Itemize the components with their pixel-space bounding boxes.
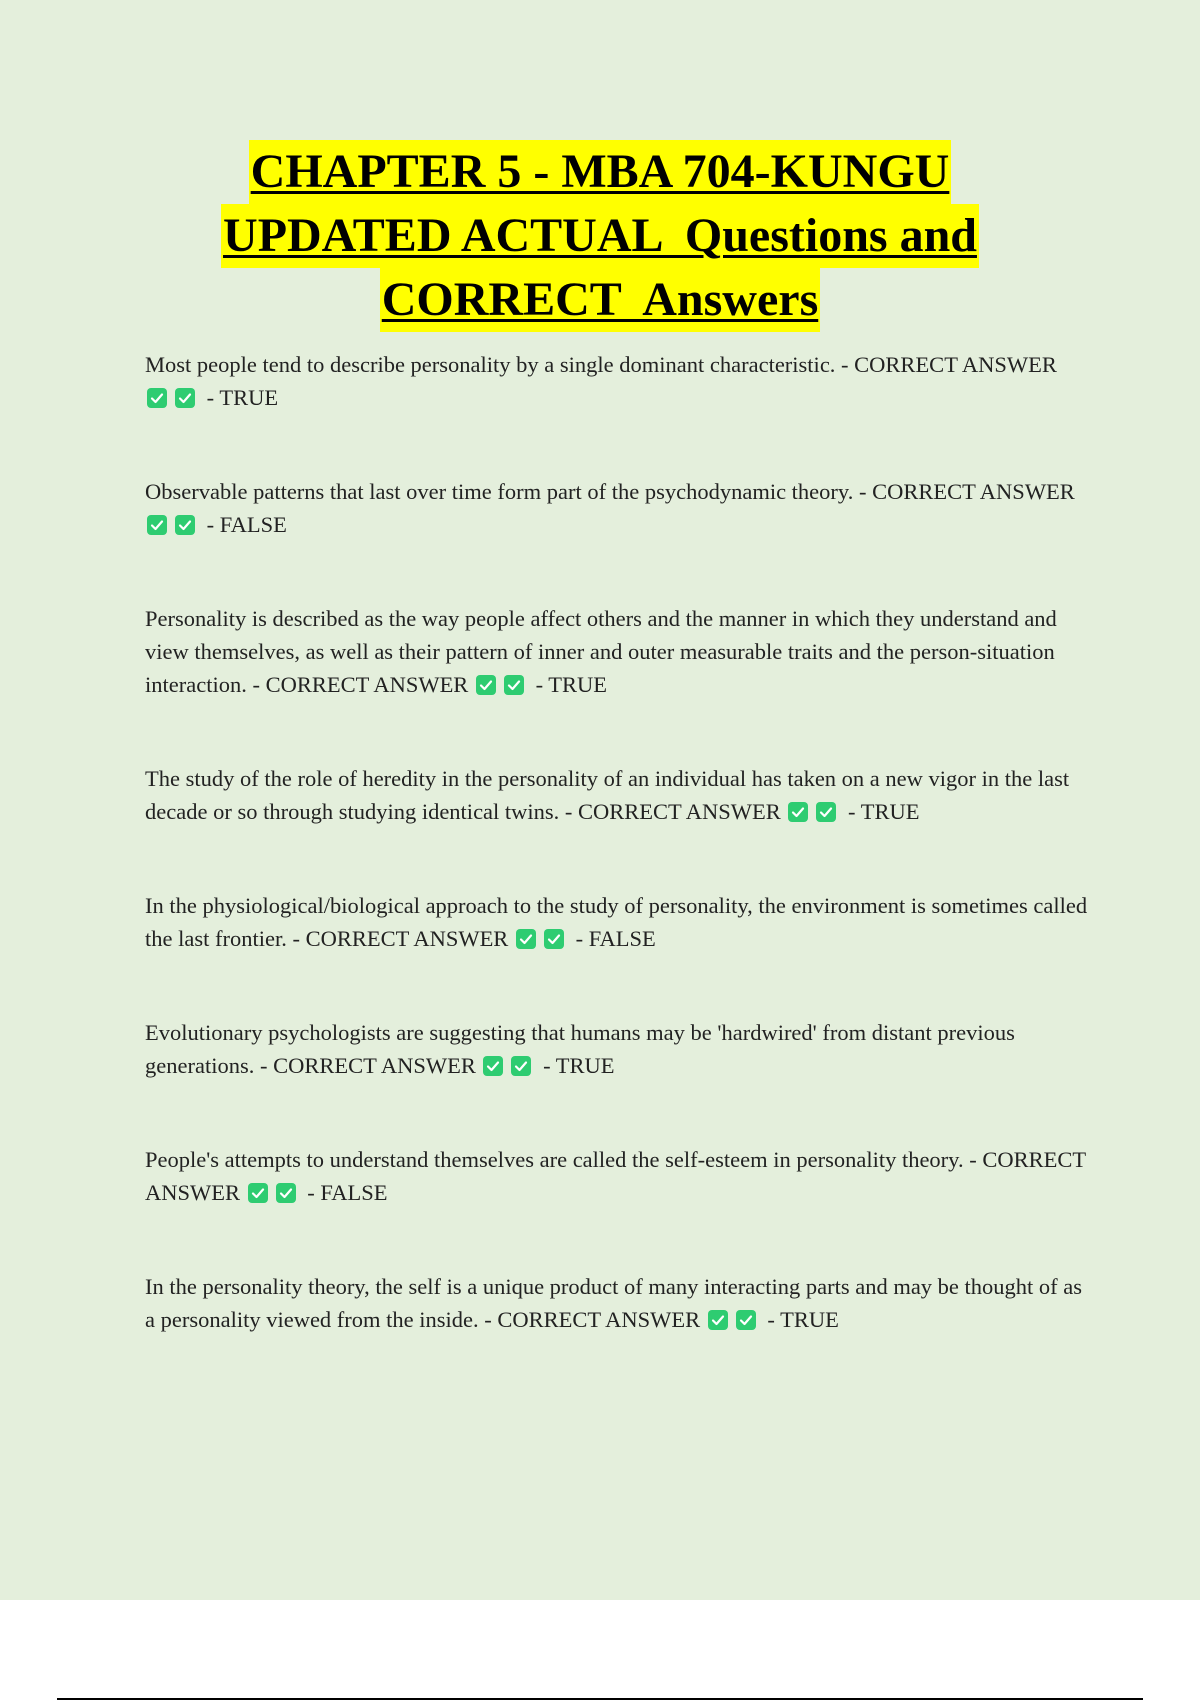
check-icon — [516, 929, 536, 949]
check-icon — [788, 802, 808, 822]
check-icon — [147, 515, 167, 535]
answer-text: - TRUE — [848, 799, 920, 824]
answer-text: - TRUE — [535, 672, 608, 697]
question-text: Evolutionary psychologists are suggesting that humans may be 'hardwired' from distant previous generations. - CORRECT ANSWER — [145, 1020, 1015, 1078]
qa-item — [145, 348, 1090, 414]
qa-item — [145, 1270, 1090, 1336]
title-line-1: CHAPTER 5 - MBA 704-KUNGU — [249, 140, 952, 204]
question-text: Most people tend to describe personality by a single dominant characteristic. - CORRECT ANSWER — [145, 352, 1057, 377]
qa-item — [145, 602, 1090, 701]
answer-text: - FALSE — [307, 1180, 388, 1205]
check-icon — [175, 388, 195, 408]
qa-item — [145, 1143, 1090, 1209]
qa-item — [145, 762, 1090, 828]
check-icon — [147, 388, 167, 408]
check-icon — [736, 1310, 756, 1330]
check-icon — [708, 1310, 728, 1330]
check-icon — [483, 1056, 503, 1076]
answer-text: - FALSE — [575, 926, 656, 951]
qa-item — [145, 889, 1090, 955]
document-title — [0, 140, 1200, 332]
check-icon — [276, 1183, 296, 1203]
question-text: Observable patterns that last over time form part of the psychodynamic theory. - CORRECT ANSWER — [145, 479, 1075, 504]
answer-text: - TRUE — [543, 1053, 615, 1078]
qa-item — [145, 1016, 1090, 1082]
question-text: Personality is described as the way people affect others and the manner in which they understand and view themselves, as well as their pattern of inner and outer measurable traits and the person-situation interaction. - CORRECT ANSWER — [145, 606, 1057, 697]
check-icon — [544, 929, 564, 949]
answer-text: - TRUE — [767, 1307, 839, 1332]
check-icon — [511, 1056, 531, 1076]
title-line-3: CORRECT Answers — [380, 268, 821, 332]
check-icon — [504, 675, 524, 695]
title-line-2: UPDATED ACTUAL Questions and — [221, 204, 979, 268]
check-icon — [248, 1183, 268, 1203]
check-icon — [476, 675, 496, 695]
check-icon — [175, 515, 195, 535]
question-text: In the personality theory, the self is a unique product of many interacting parts and may be thought of as a personality viewed from the inside. - CORRECT ANSWER — [145, 1274, 1083, 1332]
question-text: The study of the role of heredity in the personality of an individual has taken on a new vigor in the last decade or so through studying identical twins. - CORRECT ANSWER — [145, 766, 1070, 824]
question-text: People's attempts to understand themselves are called the self-esteem in personality theory. - CORRECT ANSWER — [145, 1147, 1086, 1205]
answer-text: - FALSE — [206, 512, 287, 537]
answer-text: - TRUE — [206, 385, 279, 410]
check-icon — [816, 802, 836, 822]
question-answer-list — [145, 348, 1090, 1397]
qa-item — [145, 475, 1090, 541]
question-text: In the physiological/biological approach to the study of personality, the environment is sometimes called the last frontier. - CORRECT ANSWER — [145, 893, 1088, 951]
